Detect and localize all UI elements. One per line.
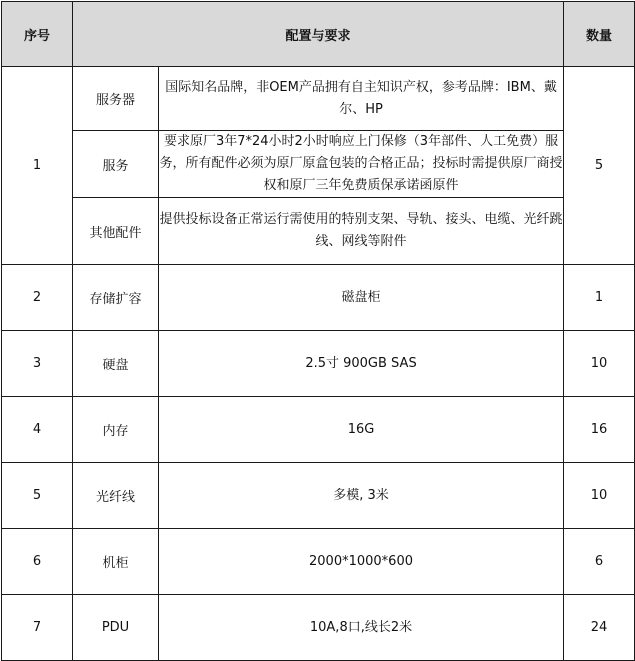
header-seq: 序号 [2, 2, 73, 67]
requirement-cell: 多模, 3米 [159, 463, 564, 529]
item-cell: 服务 [73, 131, 159, 198]
qty-cell: 10 [564, 331, 635, 397]
table-row [2, 67, 635, 131]
header-row [2, 2, 635, 67]
requirement-cell: 要求原厂3年7*24小时2小时响应上门保修（3年部件、人工免费）服务，所有配件必须为原厂原盒包装的合格正品；投标时需提供原厂商授权和原厂三年免费质保承诺函原件 [159, 131, 564, 198]
requirement-cell: 磁盘柜 [159, 265, 564, 331]
item-cell: 机柜 [73, 529, 159, 595]
requirement-cell: 2.5寸 900GB SAS [159, 331, 564, 397]
item-cell: 内存 [73, 397, 159, 463]
seq-cell: 3 [2, 331, 73, 397]
item-cell: 光纤线 [73, 463, 159, 529]
item-cell: 服务器 [73, 67, 159, 131]
requirement-cell: 提供投标设备正常运行需使用的特别支架、导轨、接头、电缆、光纤跳线、网线等附件 [159, 198, 564, 265]
qty-cell: 10 [564, 463, 635, 529]
table-row [2, 198, 635, 265]
qty-cell: 6 [564, 529, 635, 595]
qty-cell: 24 [564, 595, 635, 661]
spec-table [1, 1, 635, 661]
table-row [2, 331, 635, 397]
seq-cell: 6 [2, 529, 73, 595]
qty-cell: 5 [564, 67, 635, 265]
table-row [2, 595, 635, 661]
seq-cell: 7 [2, 595, 73, 661]
item-cell: 其他配件 [73, 198, 159, 265]
requirement-cell: 16G [159, 397, 564, 463]
seq-cell: 5 [2, 463, 73, 529]
seq-cell: 1 [2, 67, 73, 265]
table-row [2, 265, 635, 331]
seq-cell: 2 [2, 265, 73, 331]
table-row [2, 463, 635, 529]
item-cell: 硬盘 [73, 331, 159, 397]
table-row [2, 131, 635, 198]
table-row [2, 397, 635, 463]
table-row [2, 529, 635, 595]
header-config: 配置与要求 [73, 2, 564, 67]
qty-cell: 1 [564, 265, 635, 331]
header-qty: 数量 [564, 2, 635, 67]
requirement-cell: 2000*1000*600 [159, 529, 564, 595]
requirement-cell: 国际知名品牌，非OEM产品拥有自主知识产权，参考品牌：IBM、戴尔、HP [159, 67, 564, 131]
requirement-cell: 10A,8口,线长2米 [159, 595, 564, 661]
qty-cell: 16 [564, 397, 635, 463]
item-cell: 存储扩容 [73, 265, 159, 331]
seq-cell: 4 [2, 397, 73, 463]
item-cell: PDU [73, 595, 159, 661]
